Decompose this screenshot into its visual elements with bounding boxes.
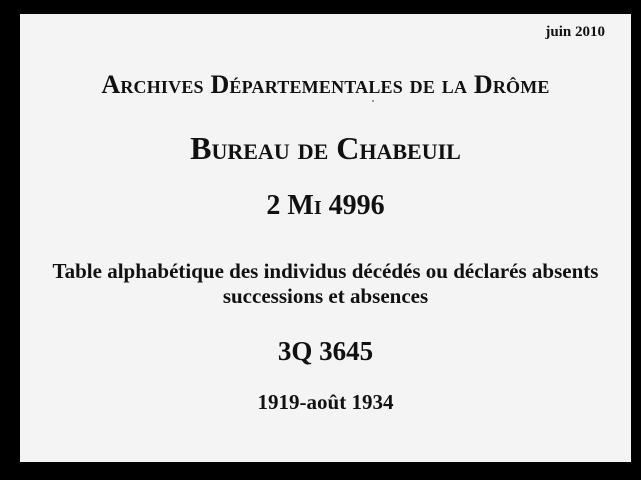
description-line-2: successions et absences xyxy=(222,284,429,308)
microfilm-reference: 2 Mi 4996 xyxy=(266,190,385,221)
bureau-title: Bureau de Chabeuil xyxy=(190,130,461,166)
description-line-1: Table alphabétique des individus décédés ou déclarés absents xyxy=(52,259,599,283)
document-date: juin 2010 xyxy=(545,24,605,40)
archives-title: Archives Départementales de la Drôme xyxy=(101,70,550,99)
archive-cote: 3Q 3645 xyxy=(277,336,374,366)
date-range: 1919-août 1934 xyxy=(257,390,394,414)
scan-speck xyxy=(372,100,374,102)
document-description xyxy=(20,259,631,309)
archive-cover-sheet xyxy=(20,14,631,462)
